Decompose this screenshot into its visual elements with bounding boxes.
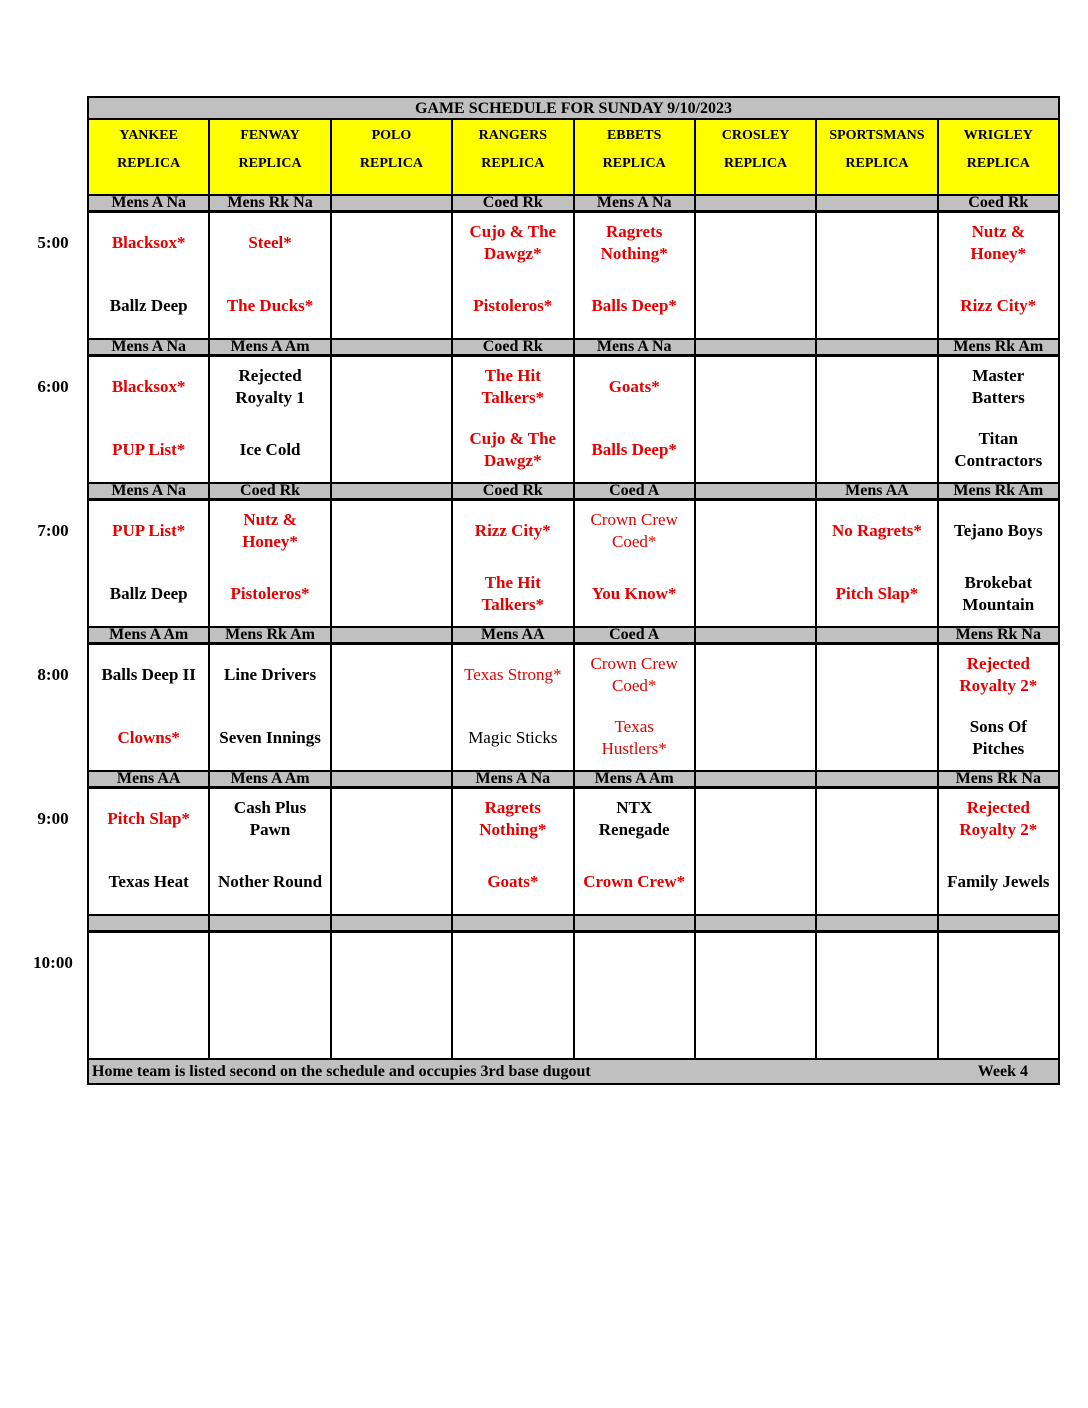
time-label: 9:00	[37, 809, 69, 828]
field-name: RANGERS	[478, 128, 548, 143]
division-label	[89, 916, 210, 930]
division-row	[87, 482, 1060, 501]
home-team: Ballz Deep	[109, 296, 188, 315]
visiting-team: Master Batters	[971, 366, 1025, 407]
home-team: Pitch Slap*	[835, 584, 919, 603]
game-cell	[696, 357, 817, 482]
game-cell	[453, 933, 574, 1058]
visiting-team: The Hit Talkers*	[481, 366, 545, 407]
field-name: EBBETS	[606, 128, 662, 143]
home-team: Ice Cold	[239, 440, 301, 459]
division-label	[817, 628, 938, 642]
home-team: Balls Deep*	[591, 296, 677, 315]
visiting-team: Cash Plus Pawn	[233, 798, 307, 839]
division-label: Mens A Na	[575, 196, 696, 210]
visiting-team: Ragrets Nothing*	[600, 222, 668, 263]
division-label: Coed A	[575, 484, 696, 498]
division-label	[210, 916, 331, 930]
field-subtitle: REPLICA	[481, 156, 545, 171]
division-label	[332, 772, 453, 786]
division-label	[696, 196, 817, 210]
division-label: Mens A Na	[89, 196, 210, 210]
time-label: 8:00	[37, 665, 69, 684]
game-cell	[453, 213, 574, 338]
division-label	[332, 484, 453, 498]
visiting-team: Goats*	[608, 377, 660, 396]
game-cell	[89, 213, 210, 338]
visiting-team: Pitch Slap*	[107, 809, 191, 828]
division-label: Mens AA	[817, 484, 938, 498]
division-label: Mens A Na	[453, 772, 574, 786]
game-cell	[453, 501, 574, 626]
field-subtitle: REPLICA	[359, 156, 423, 171]
footer-note: Home team is listed second on the schedule and occupies 3rd base dugout	[92, 1063, 591, 1080]
division-label: Mens AA	[89, 772, 210, 786]
game-cell	[939, 357, 1058, 482]
game-cell	[210, 933, 331, 1058]
home-team: Clowns*	[117, 728, 180, 747]
home-team: Pistoleros*	[230, 584, 310, 603]
game-cell	[817, 933, 938, 1058]
time-label: 5:00	[37, 233, 69, 252]
game-cell	[210, 357, 331, 482]
time-label: 7:00	[37, 521, 69, 540]
field-header-fenway	[210, 120, 331, 194]
division-label	[817, 340, 938, 354]
visiting-team: Nutz & Honey*	[970, 222, 1027, 263]
game-cell	[817, 213, 938, 338]
division-label: Coed Rk	[210, 484, 331, 498]
division-label	[696, 484, 817, 498]
division-label	[817, 196, 938, 210]
visiting-team: PUP List*	[112, 521, 186, 540]
visiting-team: Balls Deep II	[101, 665, 196, 684]
home-team: Nother Round	[218, 872, 323, 891]
visiting-team: Tejano Boys	[953, 521, 1043, 540]
visiting-team: Crown Crew Coed*	[590, 510, 678, 551]
division-row	[87, 338, 1060, 357]
home-team: Magic Sticks	[468, 728, 558, 747]
game-cell	[575, 645, 696, 770]
division-label	[696, 916, 817, 930]
division-label: Mens Rk Na	[955, 628, 1041, 642]
home-team: Texas Hustlers*	[601, 717, 667, 758]
field-subtitle: REPLICA	[602, 156, 666, 171]
visiting-team: Texas Strong*	[464, 665, 562, 684]
schedule-title: GAME SCHEDULE FOR SUNDAY 9/10/2023	[87, 96, 1060, 120]
visiting-team: Blacksox*	[111, 233, 186, 252]
visiting-team: Rejected Royalty 2*	[959, 798, 1038, 839]
time-column	[20, 0, 86, 1408]
visiting-team: Steel*	[248, 233, 292, 252]
division-label	[332, 196, 453, 210]
division-label	[332, 628, 453, 642]
home-team: Rizz City*	[960, 296, 1037, 315]
division-label	[332, 916, 453, 930]
division-label	[332, 340, 453, 354]
field-header-yankee	[89, 120, 210, 194]
home-team: Cujo & The Dawgz*	[469, 429, 557, 470]
division-label	[696, 340, 817, 354]
division-label: Coed Rk	[453, 340, 574, 354]
game-cell	[696, 789, 817, 914]
division-label	[696, 772, 817, 786]
schedule-sheet	[87, 96, 1060, 1085]
field-header-rangers	[453, 120, 574, 194]
game-row	[87, 357, 1060, 482]
division-label	[575, 916, 696, 930]
home-team: Brokebat Mountain	[962, 573, 1035, 614]
home-team: Texas Heat	[108, 872, 189, 891]
game-cell	[210, 789, 331, 914]
home-team: The Ducks*	[226, 296, 314, 315]
division-label: Mens A Am	[575, 772, 696, 786]
division-label: Mens Rk Am	[210, 628, 331, 642]
visiting-team: Rizz City*	[474, 521, 551, 540]
division-label: Mens A Na	[89, 484, 210, 498]
game-cell	[817, 357, 938, 482]
game-cell	[939, 213, 1058, 338]
field-name: POLO	[371, 128, 412, 143]
game-cell	[453, 789, 574, 914]
game-row	[87, 213, 1060, 338]
game-cell	[332, 933, 453, 1058]
visiting-team: Rejected Royalty 1	[235, 366, 305, 407]
division-label	[817, 772, 938, 786]
game-cell	[575, 213, 696, 338]
game-cell	[89, 357, 210, 482]
division-row	[87, 770, 1060, 789]
visiting-team: Blacksox*	[111, 377, 186, 396]
division-label: Mens A Na	[575, 340, 696, 354]
visiting-team: Ragrets Nothing*	[479, 798, 547, 839]
division-row	[87, 194, 1060, 213]
schedule-footer	[87, 1058, 1060, 1085]
division-label: Mens Rk Am	[953, 484, 1044, 498]
field-name: CROSLEY	[721, 128, 790, 143]
game-cell	[453, 357, 574, 482]
game-cell	[939, 933, 1058, 1058]
game-cell	[89, 789, 210, 914]
field-name: FENWAY	[240, 128, 300, 143]
field-header-crosley	[696, 120, 817, 194]
game-cell	[332, 357, 453, 482]
home-team: Goats*	[487, 872, 539, 891]
field-header-row	[87, 120, 1060, 194]
home-team: The Hit Talkers*	[481, 573, 545, 614]
visiting-team: Line Drivers	[224, 665, 317, 684]
game-cell	[332, 645, 453, 770]
game-cell	[89, 645, 210, 770]
division-label: Mens Rk Na	[955, 772, 1041, 786]
game-cell	[332, 789, 453, 914]
division-row	[87, 626, 1060, 645]
game-cell	[696, 933, 817, 1058]
division-label: Mens A Am	[89, 628, 210, 642]
visiting-team: Cujo & The Dawgz*	[469, 222, 557, 263]
game-cell	[817, 645, 938, 770]
game-cell	[817, 501, 938, 626]
game-cell	[89, 933, 210, 1058]
visiting-team: No Ragrets*	[832, 521, 922, 540]
week-label: Week 4	[977, 1063, 1028, 1080]
game-cell	[696, 501, 817, 626]
division-label: Mens A Am	[210, 340, 331, 354]
division-label: Mens A Na	[89, 340, 210, 354]
division-label: Coed Rk	[453, 196, 574, 210]
division-label	[453, 916, 574, 930]
field-subtitle: REPLICA	[845, 156, 909, 171]
visiting-team: Crown Crew Coed*	[590, 654, 678, 695]
field-header-wrigley	[939, 120, 1058, 194]
game-cell	[575, 357, 696, 482]
time-slots	[87, 194, 1060, 1058]
field-header-ebbets	[575, 120, 696, 194]
game-row	[87, 501, 1060, 626]
field-header-polo	[332, 120, 453, 194]
game-cell	[696, 213, 817, 338]
home-team: PUP List*	[112, 440, 186, 459]
field-name: WRIGLEY	[963, 128, 1033, 143]
division-label: Mens A Am	[210, 772, 331, 786]
field-subtitle: REPLICA	[724, 156, 788, 171]
game-cell	[817, 789, 938, 914]
division-label	[817, 916, 938, 930]
visiting-team: Nutz & Honey*	[242, 510, 298, 551]
field-name: SPORTSMANS	[829, 128, 925, 143]
time-label: 10:00	[33, 953, 73, 972]
division-label: Coed Rk	[453, 484, 574, 498]
field-name: YANKEE	[119, 128, 178, 143]
division-label: Coed A	[575, 628, 696, 642]
game-row	[87, 645, 1060, 770]
division-label: Coed Rk	[968, 196, 1029, 210]
home-team: Seven Innings	[219, 728, 321, 747]
time-label: 6:00	[37, 377, 69, 396]
game-cell	[575, 933, 696, 1058]
game-cell	[939, 789, 1058, 914]
game-cell	[453, 645, 574, 770]
home-team: Sons Of Pitches	[969, 717, 1027, 758]
game-cell	[332, 501, 453, 626]
game-cell	[696, 645, 817, 770]
visiting-team: NTX Renegade	[598, 798, 670, 839]
game-cell	[939, 645, 1058, 770]
home-team: You Know*	[591, 584, 677, 603]
home-team: Family Jewels	[947, 872, 1050, 891]
game-row	[87, 933, 1060, 1058]
home-team: Ballz Deep	[109, 584, 188, 603]
field-header-sportsmans	[817, 120, 938, 194]
division-label: Mens AA	[453, 628, 574, 642]
game-cell	[575, 789, 696, 914]
division-label	[939, 916, 1058, 930]
game-cell	[210, 501, 331, 626]
game-cell	[89, 501, 210, 626]
division-label: Mens Rk Na	[210, 196, 331, 210]
field-subtitle: REPLICA	[117, 156, 181, 171]
game-cell	[939, 501, 1058, 626]
division-row	[87, 914, 1060, 933]
visiting-team: Rejected Royalty 2*	[959, 654, 1038, 695]
home-team: Balls Deep*	[591, 440, 677, 459]
home-team: Crown Crew*	[583, 872, 686, 891]
game-row	[87, 789, 1060, 914]
field-subtitle: REPLICA	[966, 156, 1030, 171]
home-team: Pistoleros*	[473, 296, 553, 315]
division-label	[696, 628, 817, 642]
game-cell	[210, 645, 331, 770]
game-cell	[332, 213, 453, 338]
game-cell	[575, 501, 696, 626]
game-cell	[210, 213, 331, 338]
home-team: Titan Contractors	[954, 429, 1043, 470]
division-label: Mens Rk Am	[953, 340, 1044, 354]
field-subtitle: REPLICA	[238, 156, 302, 171]
